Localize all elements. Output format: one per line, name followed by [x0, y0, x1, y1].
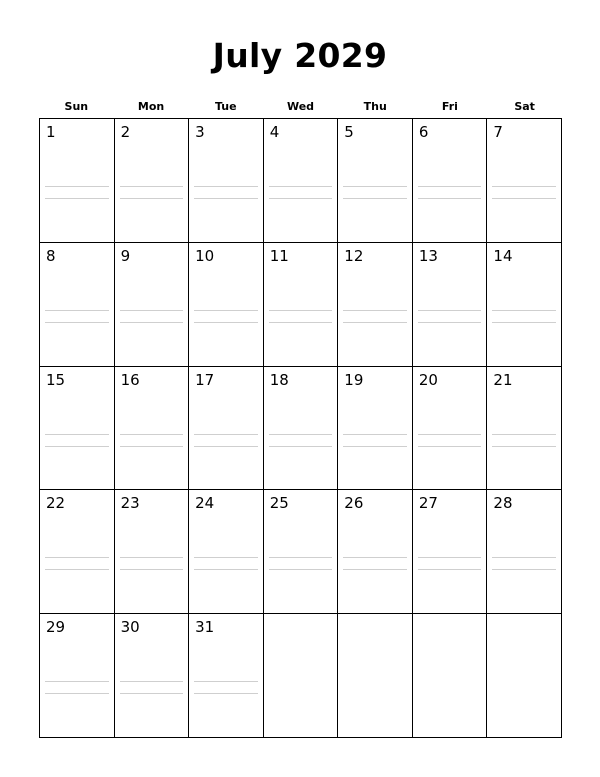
note-line	[45, 186, 109, 187]
day-cell	[115, 119, 190, 243]
note-line	[343, 322, 407, 323]
day-number: 26	[344, 494, 364, 513]
day-number: 25	[269, 494, 289, 513]
day-cell	[115, 243, 190, 367]
day-cell	[487, 119, 562, 243]
note-line	[343, 310, 407, 311]
day-number: 24	[195, 494, 215, 513]
day-cell	[413, 119, 488, 243]
weekday-sat: Sat	[514, 100, 535, 113]
note-line	[120, 434, 184, 435]
day-cell	[487, 490, 562, 614]
note-line	[343, 434, 407, 435]
day-number: 13	[418, 246, 438, 265]
note-line	[194, 569, 258, 570]
day-cell	[189, 367, 264, 491]
note-line	[120, 557, 184, 558]
note-line	[492, 557, 556, 558]
day-number: 1	[46, 123, 56, 141]
day-cell	[40, 243, 115, 367]
day-cell	[115, 614, 190, 738]
day-number: 20	[418, 370, 438, 389]
day-number: 16	[120, 370, 140, 389]
note-line	[120, 198, 184, 199]
note-line	[120, 322, 184, 323]
note-line	[418, 310, 482, 311]
day-number: 12	[344, 246, 364, 265]
day-number: 8	[46, 246, 56, 265]
note-line	[45, 310, 109, 311]
note-line	[269, 557, 333, 558]
day-number: 19	[344, 370, 364, 389]
empty-day-cell	[338, 614, 413, 738]
day-number: 31	[195, 618, 215, 637]
note-line	[269, 186, 333, 187]
day-number: 28	[493, 494, 513, 513]
note-line	[269, 446, 333, 447]
note-line	[194, 681, 258, 682]
note-line	[269, 434, 333, 435]
note-line	[269, 569, 333, 570]
weekday-tue: Tue	[214, 100, 237, 113]
day-cell	[338, 490, 413, 614]
day-cell	[40, 614, 115, 738]
day-cell	[487, 243, 562, 367]
day-number: 2	[120, 123, 131, 141]
day-cell	[40, 367, 115, 491]
note-line	[418, 198, 482, 199]
note-line	[343, 569, 407, 570]
day-number: 17	[195, 370, 215, 389]
note-line	[269, 322, 333, 323]
note-line	[492, 446, 556, 447]
note-line	[194, 186, 258, 187]
note-line	[120, 310, 184, 311]
note-line	[492, 310, 556, 311]
note-line	[194, 310, 258, 311]
note-line	[418, 186, 482, 187]
note-line	[45, 198, 109, 199]
day-cell	[338, 243, 413, 367]
day-number: 4	[269, 123, 280, 141]
note-line	[194, 557, 258, 558]
day-cell	[189, 243, 264, 367]
day-number: 15	[46, 370, 66, 389]
note-line	[194, 446, 258, 447]
day-number: 5	[344, 123, 354, 141]
weekday-wed: Wed	[286, 100, 315, 113]
note-line	[492, 434, 556, 435]
note-line	[418, 557, 482, 558]
note-line	[120, 569, 184, 570]
empty-day-cell	[264, 614, 339, 738]
note-line	[343, 446, 407, 447]
note-line	[45, 681, 109, 682]
note-line	[492, 186, 556, 187]
day-cell	[413, 490, 488, 614]
note-line	[120, 186, 184, 187]
weekday-thu: Thu	[363, 100, 387, 113]
note-line	[418, 322, 482, 323]
note-line	[418, 446, 482, 447]
day-number: 29	[46, 618, 66, 637]
note-line	[492, 198, 556, 199]
note-line	[45, 569, 109, 570]
weekday-header	[39, 98, 562, 116]
calendar-title: July 2029	[212, 36, 388, 75]
day-cell	[338, 367, 413, 491]
weekday-mon: Mon	[137, 100, 165, 113]
day-number: 18	[269, 370, 289, 389]
day-cell	[189, 614, 264, 738]
note-line	[45, 322, 109, 323]
note-line	[418, 434, 482, 435]
day-number: 7	[493, 123, 503, 141]
note-line	[45, 693, 109, 694]
day-number: 27	[418, 494, 438, 513]
day-number: 3	[195, 123, 205, 141]
note-line	[194, 322, 258, 323]
day-number: 22	[46, 494, 66, 513]
day-cell	[115, 367, 190, 491]
day-number: 14	[493, 246, 513, 265]
note-line	[343, 557, 407, 558]
note-line	[120, 693, 184, 694]
note-line	[194, 434, 258, 435]
note-line	[269, 198, 333, 199]
day-number: 10	[195, 246, 215, 265]
day-cell	[413, 367, 488, 491]
note-line	[418, 569, 482, 570]
day-number: 23	[120, 494, 140, 513]
note-line	[492, 569, 556, 570]
day-cell	[413, 243, 488, 367]
note-line	[269, 310, 333, 311]
note-line	[45, 434, 109, 435]
day-number: 9	[120, 246, 131, 265]
note-line	[45, 446, 109, 447]
weekday-sun: Sun	[64, 100, 89, 113]
weekday-fri: Fri	[441, 100, 458, 113]
note-line	[343, 186, 407, 187]
note-line	[194, 693, 258, 694]
day-cell	[40, 490, 115, 614]
day-number: 6	[418, 123, 429, 141]
day-cell	[264, 243, 339, 367]
empty-day-cell	[487, 614, 562, 738]
note-line	[120, 681, 184, 682]
day-cell	[189, 490, 264, 614]
day-cell	[264, 367, 339, 491]
note-line	[343, 198, 407, 199]
day-cell	[264, 119, 339, 243]
day-cell	[487, 367, 562, 491]
note-line	[194, 198, 258, 199]
day-cell	[115, 490, 190, 614]
empty-day-cell	[413, 614, 488, 738]
day-cell	[40, 119, 115, 243]
note-line	[45, 557, 109, 558]
day-number: 11	[269, 246, 289, 265]
note-line	[120, 446, 184, 447]
day-cell	[264, 490, 339, 614]
day-number: 30	[120, 618, 140, 637]
day-cell	[189, 119, 264, 243]
day-cell	[338, 119, 413, 243]
day-number: 21	[493, 370, 513, 389]
note-line	[492, 322, 556, 323]
calendar-grid	[39, 118, 562, 738]
